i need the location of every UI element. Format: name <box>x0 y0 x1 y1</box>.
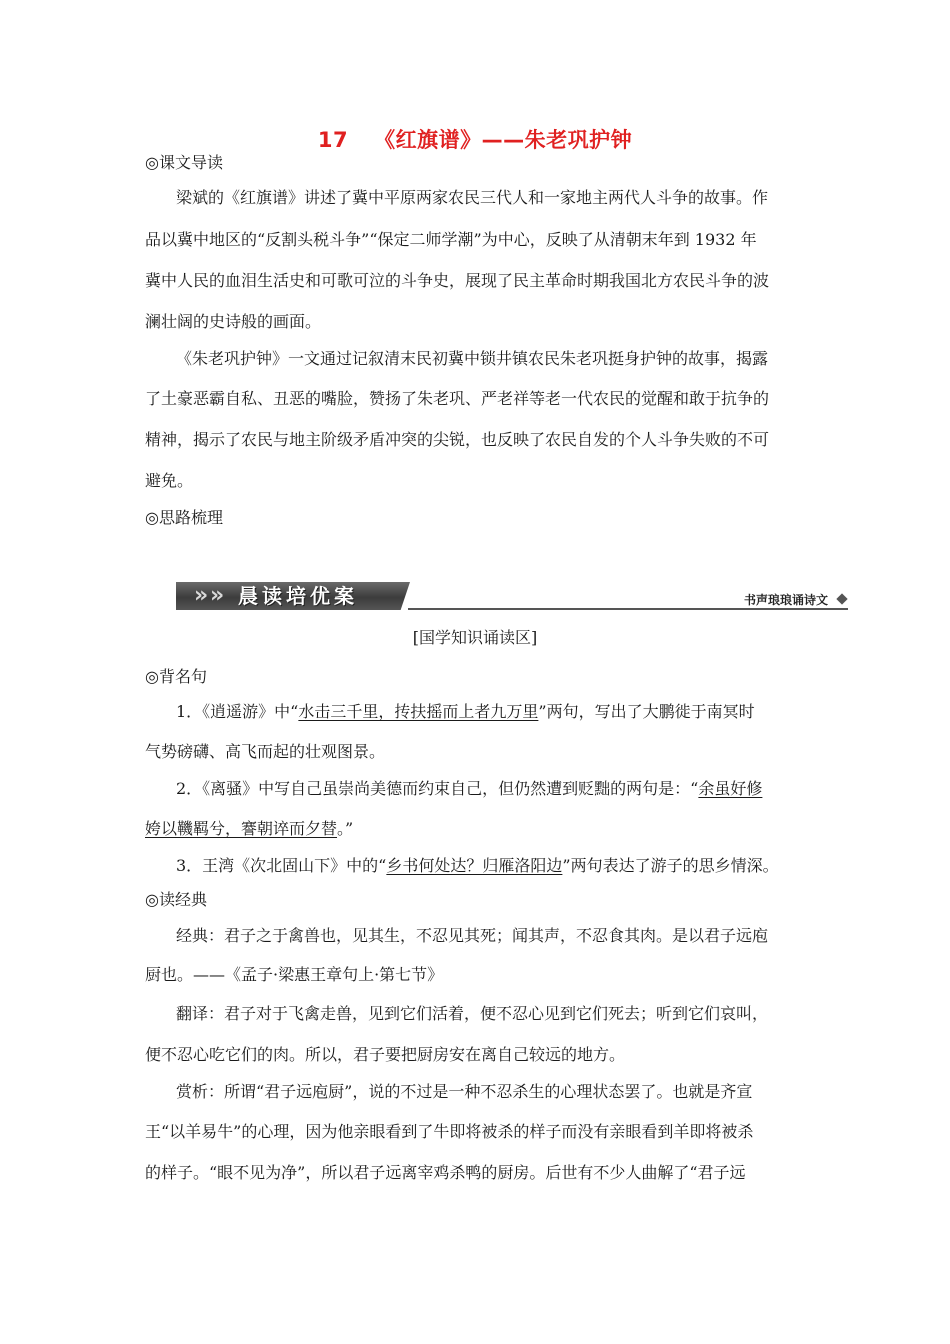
lesson-title-text: 《红旗谱》——朱老巩护钟 <box>374 128 633 152</box>
classic-heading: ◎读经典 <box>145 890 207 909</box>
chevron-right-icon: » <box>210 583 225 608</box>
area-heading: [国学知识诵读区] <box>412 628 538 647</box>
section-banner <box>176 582 848 612</box>
guide-paragraph-line: 澜壮阔的史诗般的画面。 <box>145 312 322 331</box>
item-1-text: 1．《逍遥游》中“ <box>176 702 299 721</box>
banner-rule <box>408 608 848 610</box>
classic-line: 的样子。“眼不见为净”，所以君子远离宰鸡杀鸭的厨房。后世有不少人曲解了“君子远 <box>145 1163 746 1182</box>
guide-paragraph-line: 品以冀中地区的“反割头税斗争”“保定二师学潮”为中心，反映了从清朝末年到 1932 年 <box>145 230 757 249</box>
guide-paragraph-line: 《朱老巩护钟》一文通过记叙清末民初冀中锁井镇农民朱老巩挺身护钟的故事，揭露 <box>176 349 769 368</box>
item-3 <box>176 855 826 877</box>
item-2-text: 。” <box>337 819 354 838</box>
lesson-title <box>0 124 950 154</box>
diamond-icon <box>836 593 847 604</box>
item-2-line2 <box>145 818 810 840</box>
item-2-answer: 余虽好修 <box>698 779 763 798</box>
banner-tagline: 书声琅琅诵诗文 <box>743 593 828 607</box>
item-3-text: 3．王湾《次北固山下》中的“ <box>176 856 387 875</box>
guide-paragraph-line: 避免。 <box>145 471 194 490</box>
item-2-text: 2．《离骚》中写自己虽崇尚美德而约束自己，但仍然遭到贬黜的两句是：“ <box>176 779 699 798</box>
classic-line: 厨也。——《孟子·梁惠王章句上·第七节》 <box>145 965 444 984</box>
item-3-answer: 乡书何处达？归雁洛阳边 <box>386 856 563 875</box>
item-2 <box>176 778 810 800</box>
guide-heading: ◎课文导读 <box>145 153 223 172</box>
guide-paragraph-line: 精神，揭示了农民与地主阶级矛盾冲突的尖锐，也反映了农民自发的个人斗争失败的不可 <box>145 430 770 449</box>
classic-line: 经典：君子之于禽兽也，见其生，不忍见其死；闻其声，不忍食其肉。是以君子远庖 <box>176 926 769 945</box>
banner-label: 晨读培优案 <box>238 584 358 608</box>
item-1 <box>176 701 810 723</box>
item-1-text: ”两句，写出了大鹏徙于南冥时 <box>538 702 755 721</box>
classic-line: 王“以羊易牛”的心理，因为他亲眼看到了牛即将被杀的样子而没有亲眼看到羊即将被杀 <box>145 1122 754 1141</box>
guide-paragraph-line: 冀中人民的血泪生活史和可歌可泣的斗争史，展现了民主革命时期我国北方农民斗争的波 <box>145 271 770 290</box>
outline-heading: ◎思路梳理 <box>145 508 223 527</box>
item-1-answer: 水击三千里，抟扶摇而上者九万里 <box>298 702 539 721</box>
mingju-heading: ◎背名句 <box>145 667 207 686</box>
classic-line: 便不忍心吃它们的肉。所以，君子要把厨房安在离自己较远的地方。 <box>145 1045 626 1064</box>
item-3-text: ”两句表达了游子的思乡情深。 <box>562 856 779 875</box>
lesson-number: 17 <box>317 128 349 152</box>
guide-paragraph-line: 梁斌的《红旗谱》讲述了冀中平原两家农民三代人和一家地主两代人斗争的故事。作 <box>176 188 769 207</box>
item-1-line2: 气势磅礴、高飞而起的壮观图景。 <box>145 742 386 761</box>
guide-paragraph-line: 了土豪恶霸自私、丑恶的嘴脸，赞扬了朱老巩、严老祥等老一代农民的觉醒和敢于抗争的 <box>145 389 770 408</box>
item-2-answer: 姱以鞿羁兮，謇朝谇而夕替 <box>145 819 338 838</box>
chevron-right-icon: » <box>194 583 209 608</box>
classic-line: 翻译：君子对于飞禽走兽，见到它们活着，便不忍心见到它们死去；听到它们哀叫， <box>176 1004 769 1023</box>
classic-line: 赏析：所谓“君子远庖厨”，说的不过是一种不忍杀生的心理状态罢了。也就是齐宣 <box>176 1082 753 1101</box>
